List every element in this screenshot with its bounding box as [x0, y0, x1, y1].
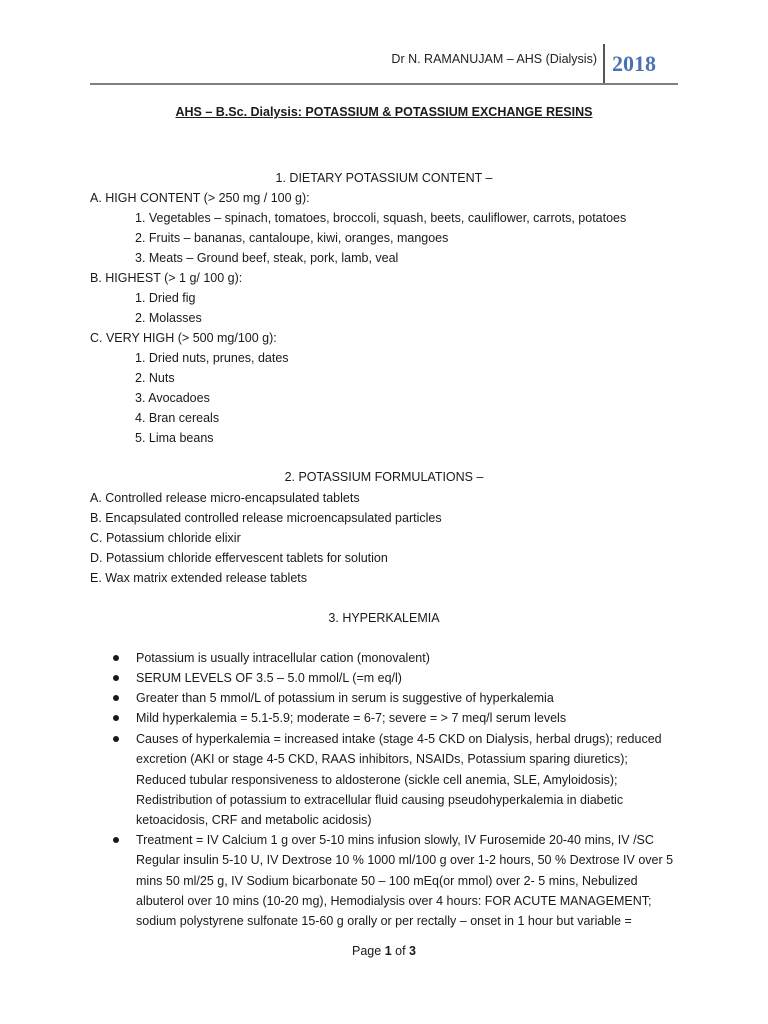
list-item: 3. Meats – Ground beef, steak, pork, lamb, veal	[135, 251, 399, 265]
header-author: Dr N. RAMANUJAM – AHS (Dialysis)	[391, 52, 597, 66]
list-item: B. Encapsulated controlled release microencapsulated particles	[90, 511, 442, 525]
header-divider	[603, 44, 605, 84]
section-heading: 2. POTASSIUM FORMULATIONS –	[284, 470, 484, 484]
document-title: AHS – B.Sc. Dialysis: POTASSIUM & POTASSIUM EXCHANGE RESINS	[175, 105, 593, 119]
list-item: 1. Dried nuts, prunes, dates	[135, 351, 289, 365]
bullet-item: Treatment = IV Calcium 1 g over 5-10 mins infusion slowly, IV Furosemide 20-40 mins, IV /SC Regular insulin 5-10 U, IV Dextrose 10 % 1000 ml/100 g over 1-2 hours, 50 % Dextrose IV over 5 mins 50 ml/25 g, IV Sodium bicarbonate 50 – 100 mEq(or mmol) over 2- 5 mins, Nebulized albuterol over 10 mins (10-20 mg), Hemodialysis over 4 hours: FOR ACUTE MANAGEMENT; sodium polystyrene sulfonate 15-60 g orally or per rectally – onset in 1 hour but variable =	[136, 833, 674, 929]
header-year: 2018	[612, 51, 656, 76]
bullet-icon	[113, 736, 119, 742]
bullet-item: Causes of hyperkalemia = increased intake (stage 4-5 CKD on Dialysis, herbal drugs); reduced excretion (AKI or stage 4-5 CKD, RAAS inhibitors, NSAIDs, Potassium sparing diuretics); Reduced tubular responsiveness to aldosterone (sickle cell anemia, SLE, Amyloidosis); Redistribution of potassium to extracellular fluid causing pseudohyperkalemia in diabetic ketoacidosis, CRF and metabolic acidosis)	[136, 732, 662, 828]
list-item: 5. Lima beans	[135, 431, 214, 445]
header-rule	[90, 83, 678, 85]
list-item: 4. Bran cereals	[135, 411, 220, 425]
bullet-item: Greater than 5 mmol/L of potassium in serum is suggestive of hyperkalemia	[136, 691, 554, 705]
footer-total-pages: 3	[409, 944, 416, 958]
list-item: C. Potassium chloride elixir	[90, 531, 241, 545]
list-item: A. Controlled release micro-encapsulated tablets	[90, 491, 360, 505]
list-item: 2. Molasses	[135, 311, 202, 325]
bullet-icon	[113, 837, 119, 843]
list-item: 3. Avocadoes	[135, 391, 210, 405]
bullet-icon	[113, 695, 119, 701]
bullet-item: Potassium is usually intracellular cation (monovalent)	[136, 651, 430, 665]
list-item: E. Wax matrix extended release tablets	[90, 571, 307, 585]
group-label: C. VERY HIGH (> 500 mg/100 g):	[90, 331, 277, 345]
section-heading: 1. DIETARY POTASSIUM CONTENT –	[275, 171, 493, 185]
bullet-icon	[113, 715, 119, 721]
bullet-item: SERUM LEVELS OF 3.5 – 5.0 mmol/L (=m eq/l)	[136, 671, 402, 685]
footer-page-number: 1	[384, 944, 392, 958]
group-label: B. HIGHEST (> 1 g/ 100 g):	[90, 271, 243, 285]
list-item: 1. Vegetables – spinach, tomatoes, broccoli, squash, beets, cauliflower, carrots, potatoes	[135, 211, 627, 225]
footer-page-word: Page	[352, 944, 382, 958]
bullet-icon	[113, 655, 119, 661]
list-item: D. Potassium chloride effervescent tablets for solution	[90, 551, 388, 565]
section-heading: 3. HYPERKALEMIA	[328, 611, 440, 625]
group-label: A. HIGH CONTENT (> 250 mg / 100 g):	[90, 191, 310, 205]
list-item: 1. Dried fig	[135, 291, 196, 305]
page-footer	[90, 944, 678, 958]
bullet-icon	[113, 675, 119, 681]
list-item: 2. Nuts	[135, 371, 175, 385]
bullet-item: Mild hyperkalemia = 5.1-5.9; moderate = 6-7; severe = > 7 meq/l serum levels	[136, 711, 567, 725]
list-item: 2. Fruits – bananas, cantaloupe, kiwi, oranges, mangoes	[135, 231, 449, 245]
footer-of-word: of	[395, 944, 406, 958]
